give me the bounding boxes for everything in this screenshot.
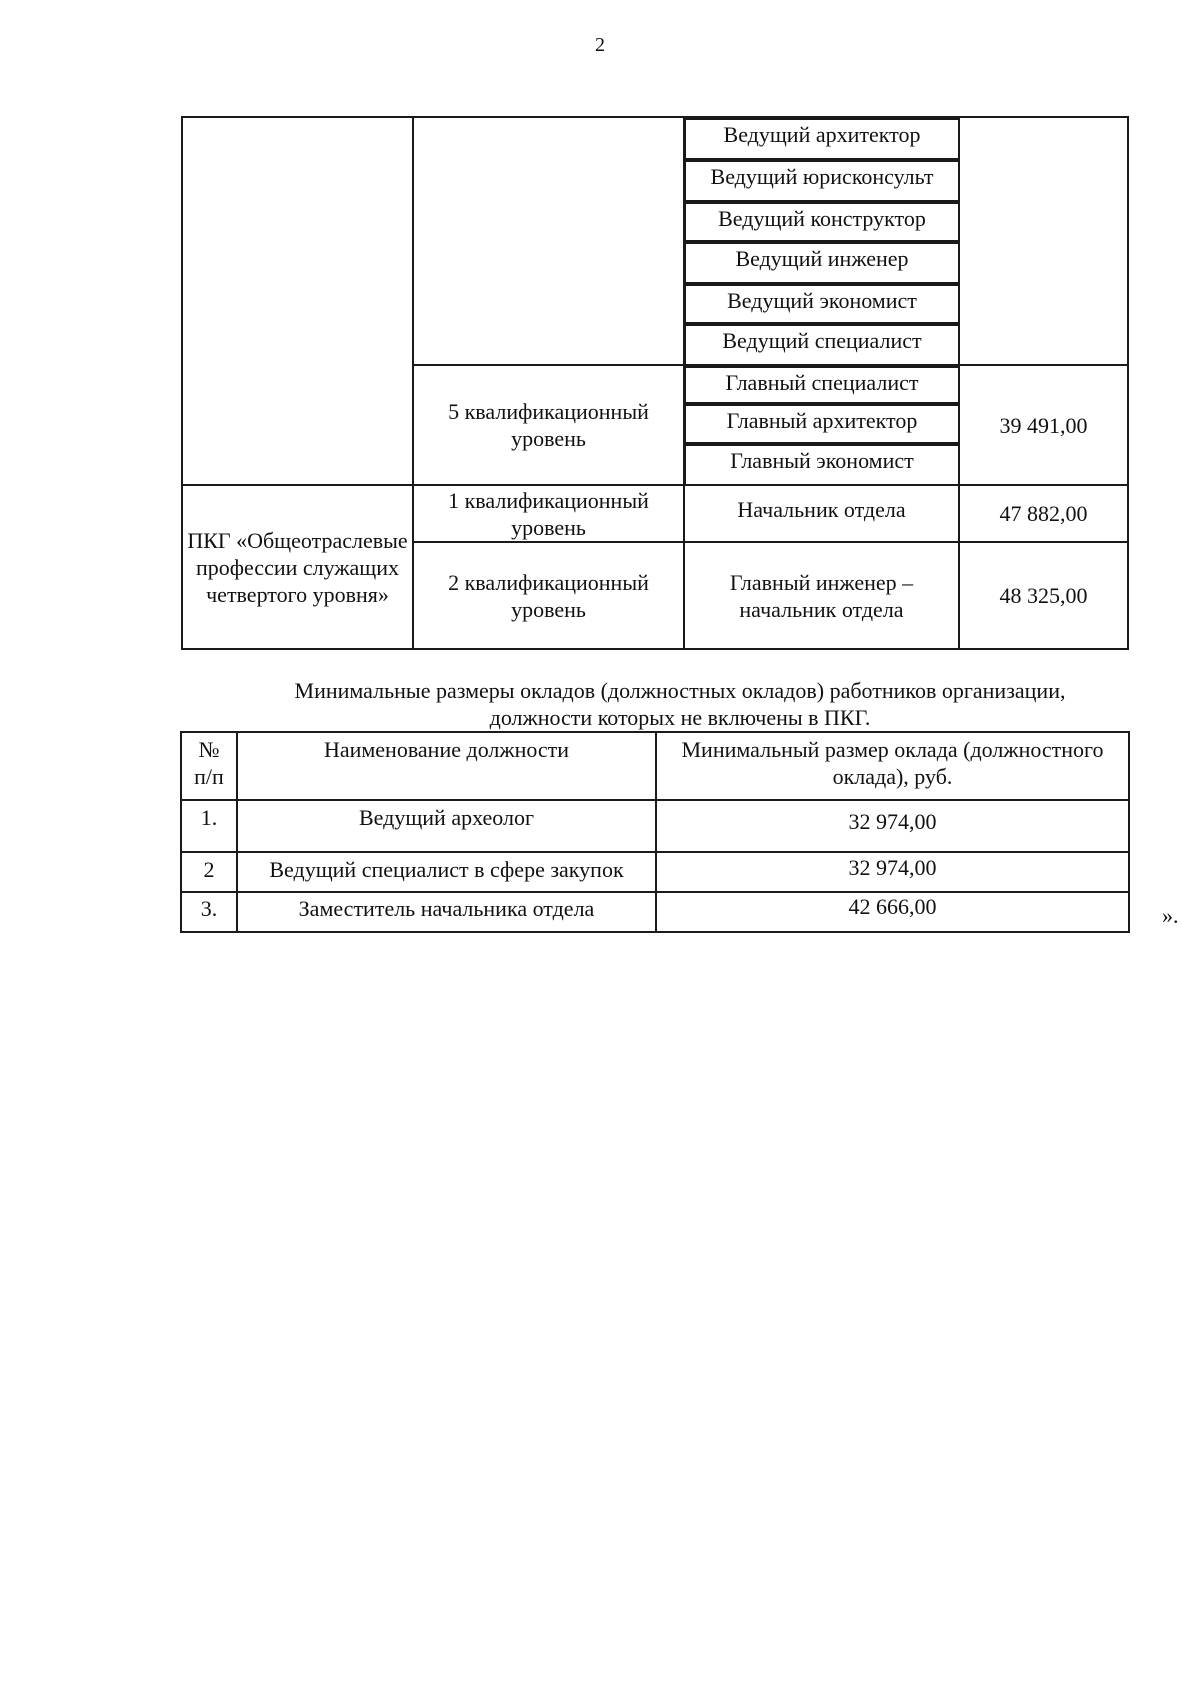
position-cell: Начальник отдела: [737, 496, 906, 522]
salary-value: 32 974,00: [848, 855, 937, 880]
row-number: 1.: [200, 805, 218, 830]
column-header-salary: Минимальный размер оклада (должностного оклада), руб.: [681, 737, 1104, 789]
position-cell: Главный специалист: [684, 366, 960, 404]
position-cell: Ведущий конструктор: [684, 202, 960, 242]
column-header-number: № п/п: [194, 737, 224, 789]
qualification-level-cell: 5 квалификационный уровень: [448, 399, 649, 451]
column-header-position: Наименование должности: [323, 737, 570, 762]
table-border-right: [1128, 731, 1130, 933]
qualification-level-cell: 2 квалификационный уровень: [448, 569, 649, 622]
salary-cell: 48 325,00: [999, 583, 1088, 608]
position-cell: Главный архитектор: [684, 404, 960, 444]
closing-quote: ».: [1162, 903, 1179, 928]
salary-value: 42 666,00: [848, 894, 937, 919]
table-border-top: [181, 116, 1129, 118]
row-separator: [180, 799, 1130, 801]
row-number: 2: [203, 857, 215, 882]
position-cell: Ведущий юрисконсульт: [684, 160, 960, 202]
caption-line: должности которых не включены в ПКГ.: [489, 705, 871, 730]
position-cell: Главный инженер – начальник отдела: [729, 569, 914, 622]
position-cell: Ведущий архитектор: [684, 118, 960, 160]
qualification-level-cell: 1 квалификационный уровень: [448, 487, 649, 540]
position-cell: Ведущий специалист: [684, 324, 960, 366]
professional-group-cell: ПКГ «Общеотраслевые профессии служащих четвертого уровня»: [187, 527, 408, 607]
row-number: 3.: [200, 896, 218, 921]
salary-cell: 39 491,00: [999, 412, 1088, 438]
position-name: Ведущий археолог: [358, 805, 535, 830]
caption-line: Минимальные размеры окладов (должностных окладов) работников организации,: [294, 678, 1066, 703]
position-name: Ведущий специалист в сфере закупок: [269, 857, 624, 882]
position-cell: Ведущий экономист: [684, 284, 960, 324]
position-cell: Ведущий инженер: [684, 242, 960, 284]
salary-cell: 47 882,00: [999, 501, 1088, 526]
table-border-bottom: [181, 648, 1129, 650]
position-name: Заместитель начальника отдела: [298, 896, 595, 921]
page-number: 2: [595, 34, 605, 56]
row-separator: [180, 851, 1130, 853]
table-caption: [180, 677, 1180, 731]
salary-value: 32 974,00: [848, 809, 937, 834]
position-cell: Главный экономист: [684, 444, 960, 486]
table-border-right: [1127, 116, 1129, 650]
